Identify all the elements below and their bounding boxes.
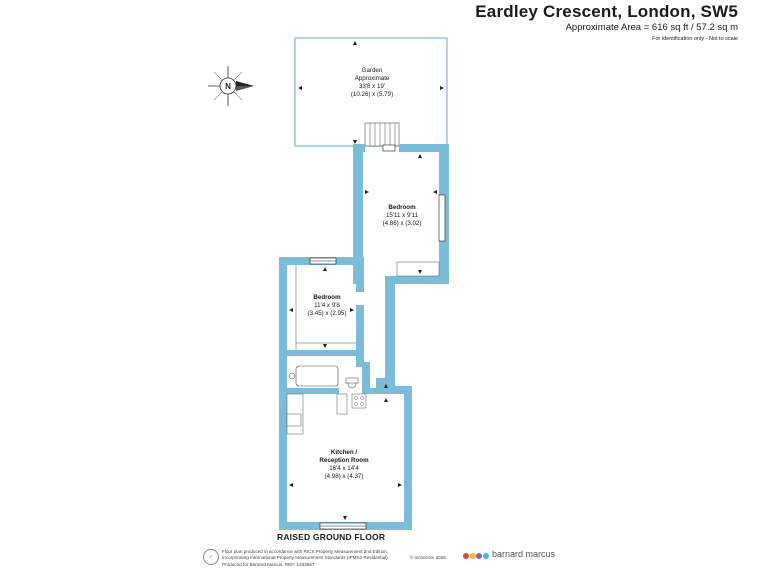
footer-line-3: Produced for Barnard Marcus. REF: 1333667 [222,561,315,567]
garden-label-2: Approximate [354,75,390,82]
garden-dims: 33'8 x 19' [358,83,386,90]
second-bedroom-label: Bedroom [313,294,341,301]
approximate-area: Approximate Area = 616 sq ft / 57.2 sq m [565,22,738,33]
floor-label: RAISED GROUND FLOOR [277,532,386,542]
basin-icon [289,373,295,379]
second-bedroom-dims: 11'4 x 9'8 [314,302,340,309]
bathroom-area [289,366,358,388]
kitchen-dims-metric: (4.98) x (4.37) [324,473,364,480]
scale-note: For identification only - Not to scale [652,36,738,42]
second-bedroom-dims-metric: (3.45) x (2.95) [307,310,347,317]
compass-icon [208,66,254,106]
main-bedroom-dims: 15'11 x 9'11 [385,212,419,219]
property-title: Eardley Crescent, London, SW5 [475,2,738,21]
hob-icon [352,394,366,408]
kitchen-label: Kitchen / [330,449,358,456]
main-bedroom-label: Bedroom [388,204,416,211]
bathtub-icon [296,366,338,386]
north-arrow-icon [236,81,254,86]
garden-dims-metric: (10.26) x (5.79) [350,91,394,98]
garden-label: Garden [361,67,383,74]
walls [279,144,449,530]
copyright-text: © nichecom 2025. [410,555,448,560]
kitchen-dims: 16'4 x 14'4 [329,465,359,472]
sink-icon [287,414,301,426]
footer-line-2: Incorporating International Property Measurement Standards (IPMS2 Residential). [222,555,389,561]
brand-logo-icon [463,546,489,564]
main-bedroom-dims-metric: (4.86) x (3.02) [382,220,422,227]
brand-name: barnard marcus [492,549,556,559]
rics-award-icon: ✓ [203,549,219,565]
footer-line-1: Floor plan produced in accordance with RICS Property Measurement 2nd Edition, [222,549,388,554]
compass-letter: N [225,82,231,91]
kitchen-label-2: Reception Room [319,457,369,464]
